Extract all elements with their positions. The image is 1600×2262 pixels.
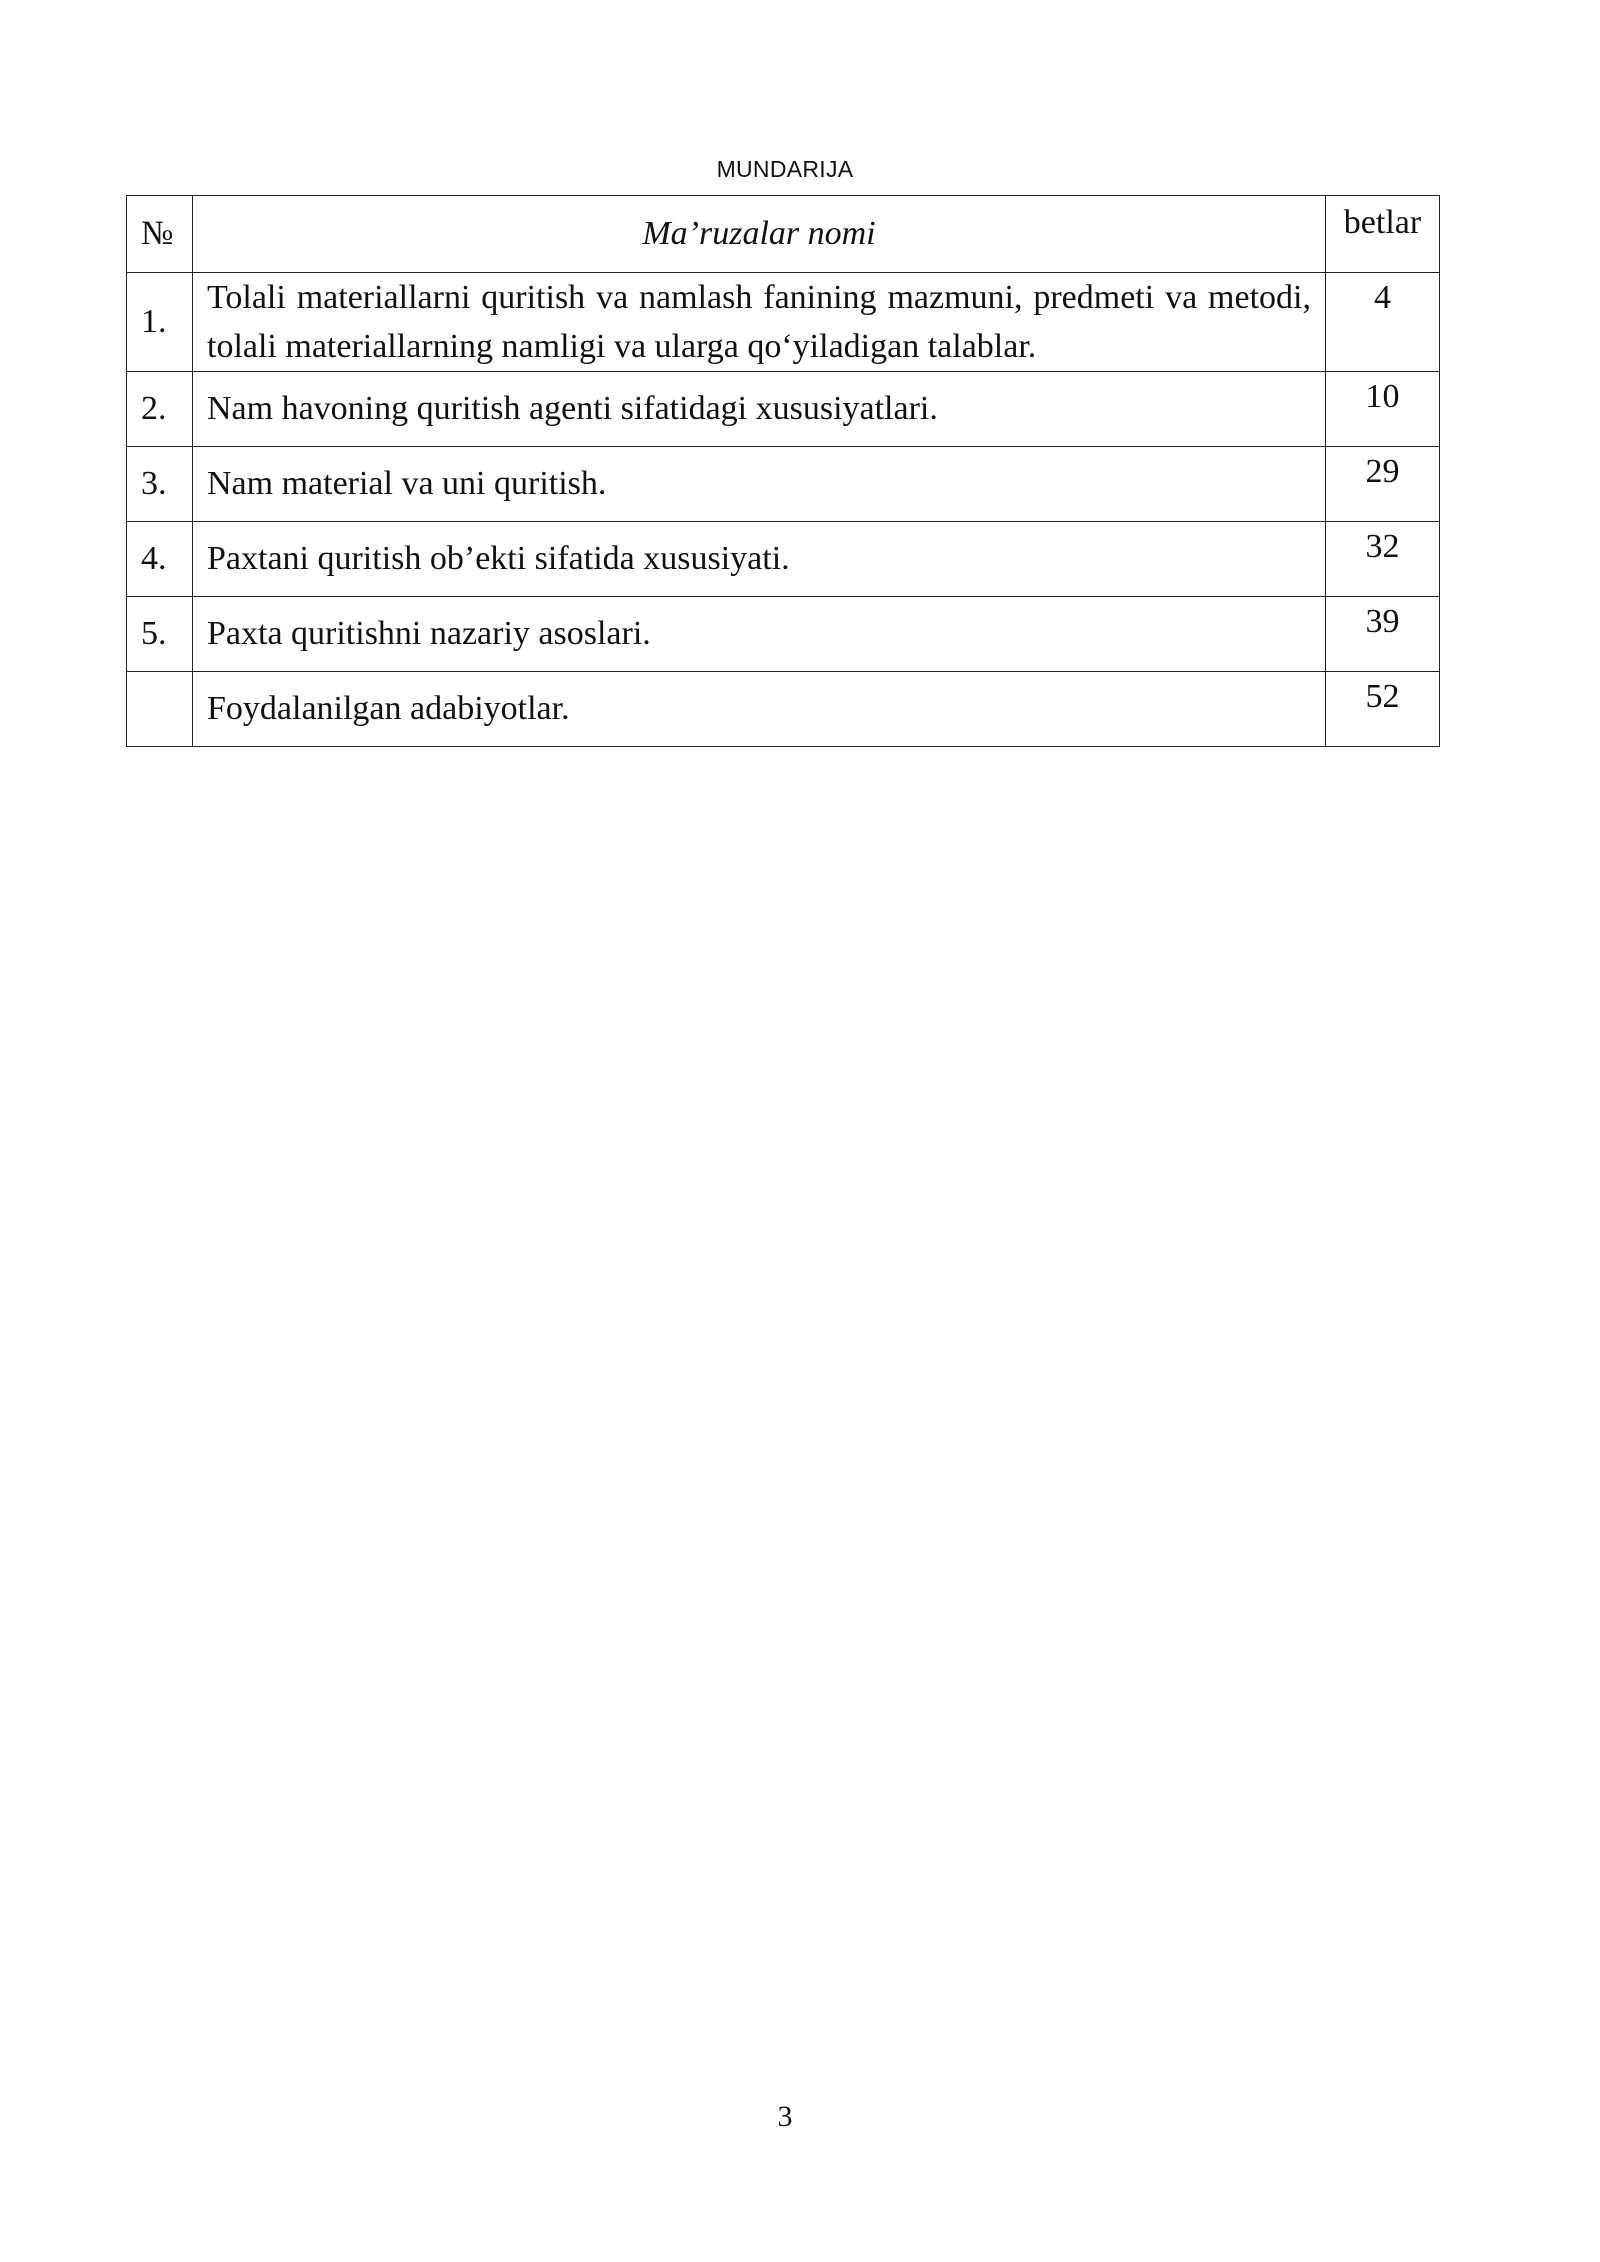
table-header-row bbox=[127, 196, 1440, 273]
page-ref: 39 bbox=[1326, 597, 1440, 672]
row-number: 1. bbox=[127, 273, 193, 372]
column-header-number: № bbox=[127, 196, 193, 273]
table-row bbox=[127, 273, 1440, 372]
page-ref: 10 bbox=[1326, 372, 1440, 447]
table-row bbox=[127, 597, 1440, 672]
page-ref: 52 bbox=[1326, 672, 1440, 747]
lecture-title: Paxtani quritish ob’ekti sifatida xususiyati. bbox=[193, 522, 1326, 597]
row-number: 2. bbox=[127, 372, 193, 447]
page-ref: 32 bbox=[1326, 522, 1440, 597]
table-row bbox=[127, 447, 1440, 522]
lecture-title: Paxta quritishni nazariy asoslari. bbox=[193, 597, 1326, 672]
lecture-title: Nam material va uni quritish. bbox=[193, 447, 1326, 522]
row-number: 3. bbox=[127, 447, 193, 522]
page-ref: 4 bbox=[1326, 273, 1440, 372]
page-title: MUNDARIJA bbox=[716, 156, 854, 182]
table-row bbox=[127, 672, 1440, 747]
column-header-title: Ma’ruzalar nomi bbox=[193, 196, 1326, 273]
page-number: 3 bbox=[777, 2100, 793, 2133]
column-header-pages: betlar bbox=[1326, 196, 1440, 273]
row-number: 5. bbox=[127, 597, 193, 672]
table-row bbox=[127, 522, 1440, 597]
row-number bbox=[127, 672, 193, 747]
contents-table bbox=[126, 195, 1440, 747]
page-ref: 29 bbox=[1326, 447, 1440, 522]
row-number: 4. bbox=[127, 522, 193, 597]
lecture-title: Tolali materiallarni quritish va namlash fanining mazmuni, predmeti va metodi, tolali materiallarning namligi va ularga qo‘yiladigan talablar. bbox=[193, 273, 1326, 372]
lecture-title: Nam havoning quritish agenti sifatidagi xususiyatlari. bbox=[193, 372, 1326, 447]
table-row bbox=[127, 372, 1440, 447]
lecture-title: Foydalanilgan adabiyotlar. bbox=[193, 672, 1326, 747]
